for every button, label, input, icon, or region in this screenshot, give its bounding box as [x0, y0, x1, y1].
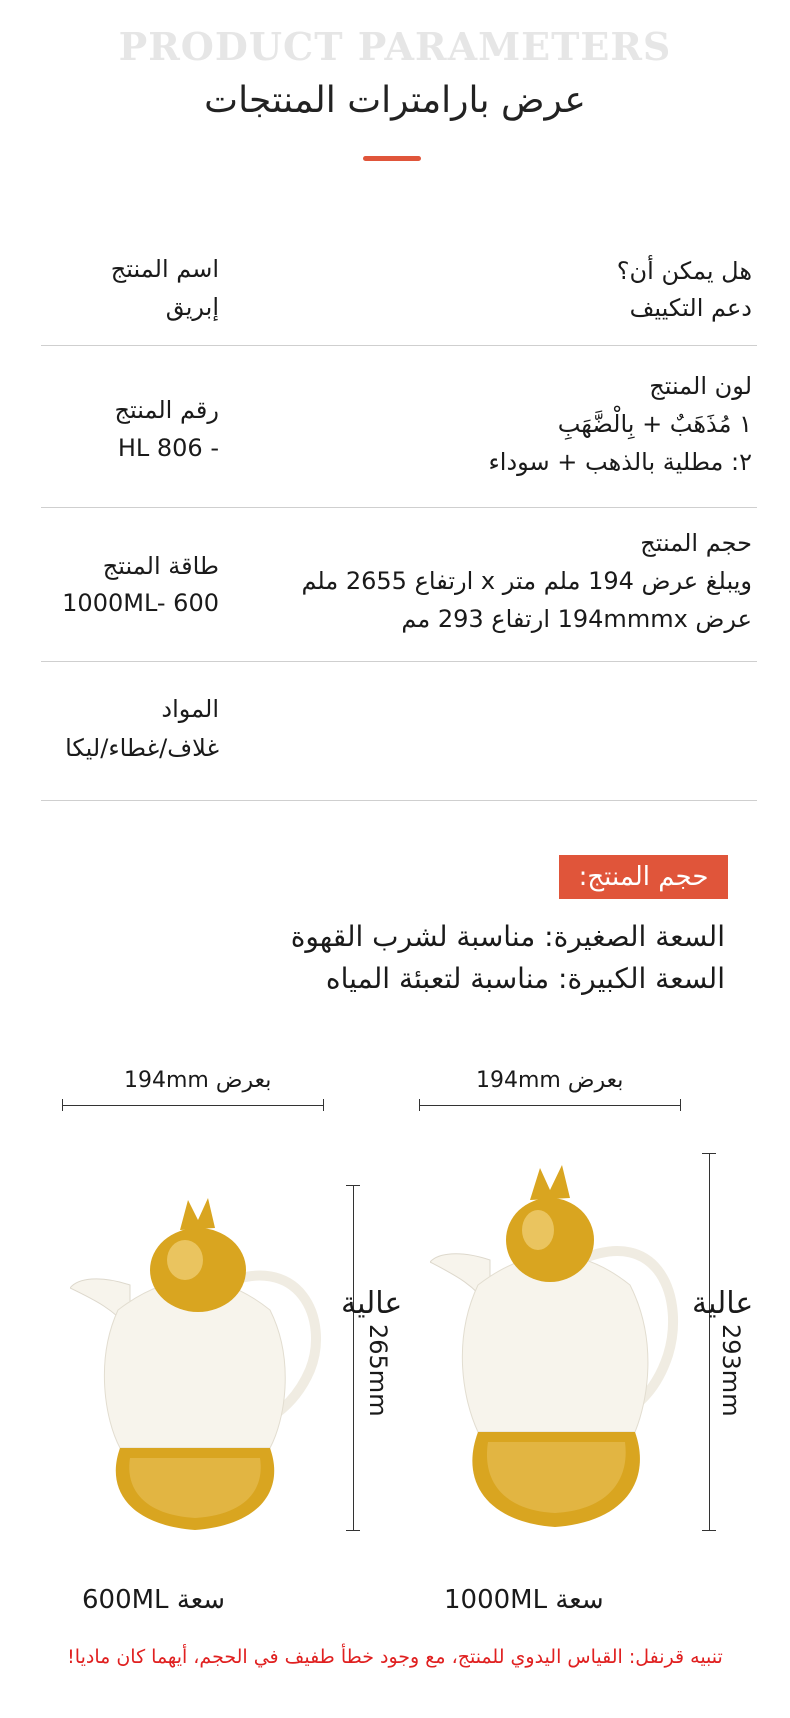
param-label-number: رقم المنتج: [114, 396, 219, 424]
usage-large: السعة الكبيرة: مناسبة لتعبئة المياه: [325, 962, 725, 995]
width-line: [419, 1105, 681, 1106]
width-tick: [680, 1099, 681, 1111]
param-label-capacity: طاقة المنتج: [102, 552, 219, 580]
capacity-label: 600ML سعة: [82, 1585, 226, 1615]
param-label-material: المواد: [161, 695, 219, 723]
height-tick: [346, 1185, 360, 1186]
width-tick: [419, 1099, 420, 1111]
param-left-line: دعم التكييف: [629, 294, 752, 322]
width-tick: [62, 1099, 63, 1111]
height-line: [709, 1153, 710, 1531]
width-line: [62, 1105, 324, 1106]
size-tag: حجم المنتج:: [559, 855, 728, 899]
param-left-line: ٢: مطلية بالذهب + سوداء: [488, 448, 752, 476]
height-value: 265mm: [364, 1324, 392, 1417]
height-tick: [702, 1153, 716, 1154]
param-value-capacity: 1000ML- 600: [62, 589, 219, 617]
param-value-number: HL 806 -: [117, 434, 219, 462]
param-left-line: عرض 194mmmx ارتفاع 293 مم: [401, 605, 752, 633]
param-left-line: حجم المنتج: [640, 529, 752, 557]
param-left-line: هل يمكن أن؟: [616, 257, 752, 285]
capacity-label: 1000ML سعة: [444, 1585, 604, 1615]
height-word: عالية: [341, 1286, 403, 1321]
usage-small: السعة الصغيرة: مناسبة لشرب القهوة: [290, 920, 725, 953]
title-english: PRODUCT PARAMETERS: [118, 24, 672, 69]
row-divider: [41, 661, 757, 662]
row-divider: [41, 345, 757, 346]
notice-text: تنبيه قرنفل: القياس اليدوي للمنتج، مع وجود خطأ طفيف في الحجم، أيهما كان ماديا!: [67, 1646, 723, 1668]
width-tick: [323, 1099, 324, 1111]
param-left-line: ويبلغ عرض 194 ملم متر x ارتفاع 2655 ملم: [301, 567, 752, 595]
width-label: 194mm بعرض: [476, 1068, 624, 1093]
title-arabic: عرض بارامترات المنتجات: [204, 80, 586, 121]
width-label: 194mm بعرض: [124, 1068, 272, 1093]
title-underline: [363, 156, 421, 161]
height-value: 293mm: [717, 1324, 745, 1417]
height-line: [353, 1185, 354, 1531]
param-value-name: إبريق: [165, 293, 219, 321]
row-divider: [41, 507, 757, 508]
height-tick: [702, 1530, 716, 1531]
param-value-material: غلاف/غطاء/ليكا: [65, 734, 219, 762]
height-tick: [346, 1530, 360, 1531]
pitcher-large-image: [430, 1150, 685, 1535]
height-word: عالية: [692, 1286, 754, 1321]
param-left-line: لون المنتج: [649, 372, 752, 400]
pitcher-small-image: [70, 1190, 330, 1540]
param-label-name: اسم المنتج: [110, 255, 219, 283]
row-divider: [41, 800, 757, 801]
param-left-line: ١ مُذَهَبٌ + بِالْضَّهَبِ: [557, 410, 752, 438]
